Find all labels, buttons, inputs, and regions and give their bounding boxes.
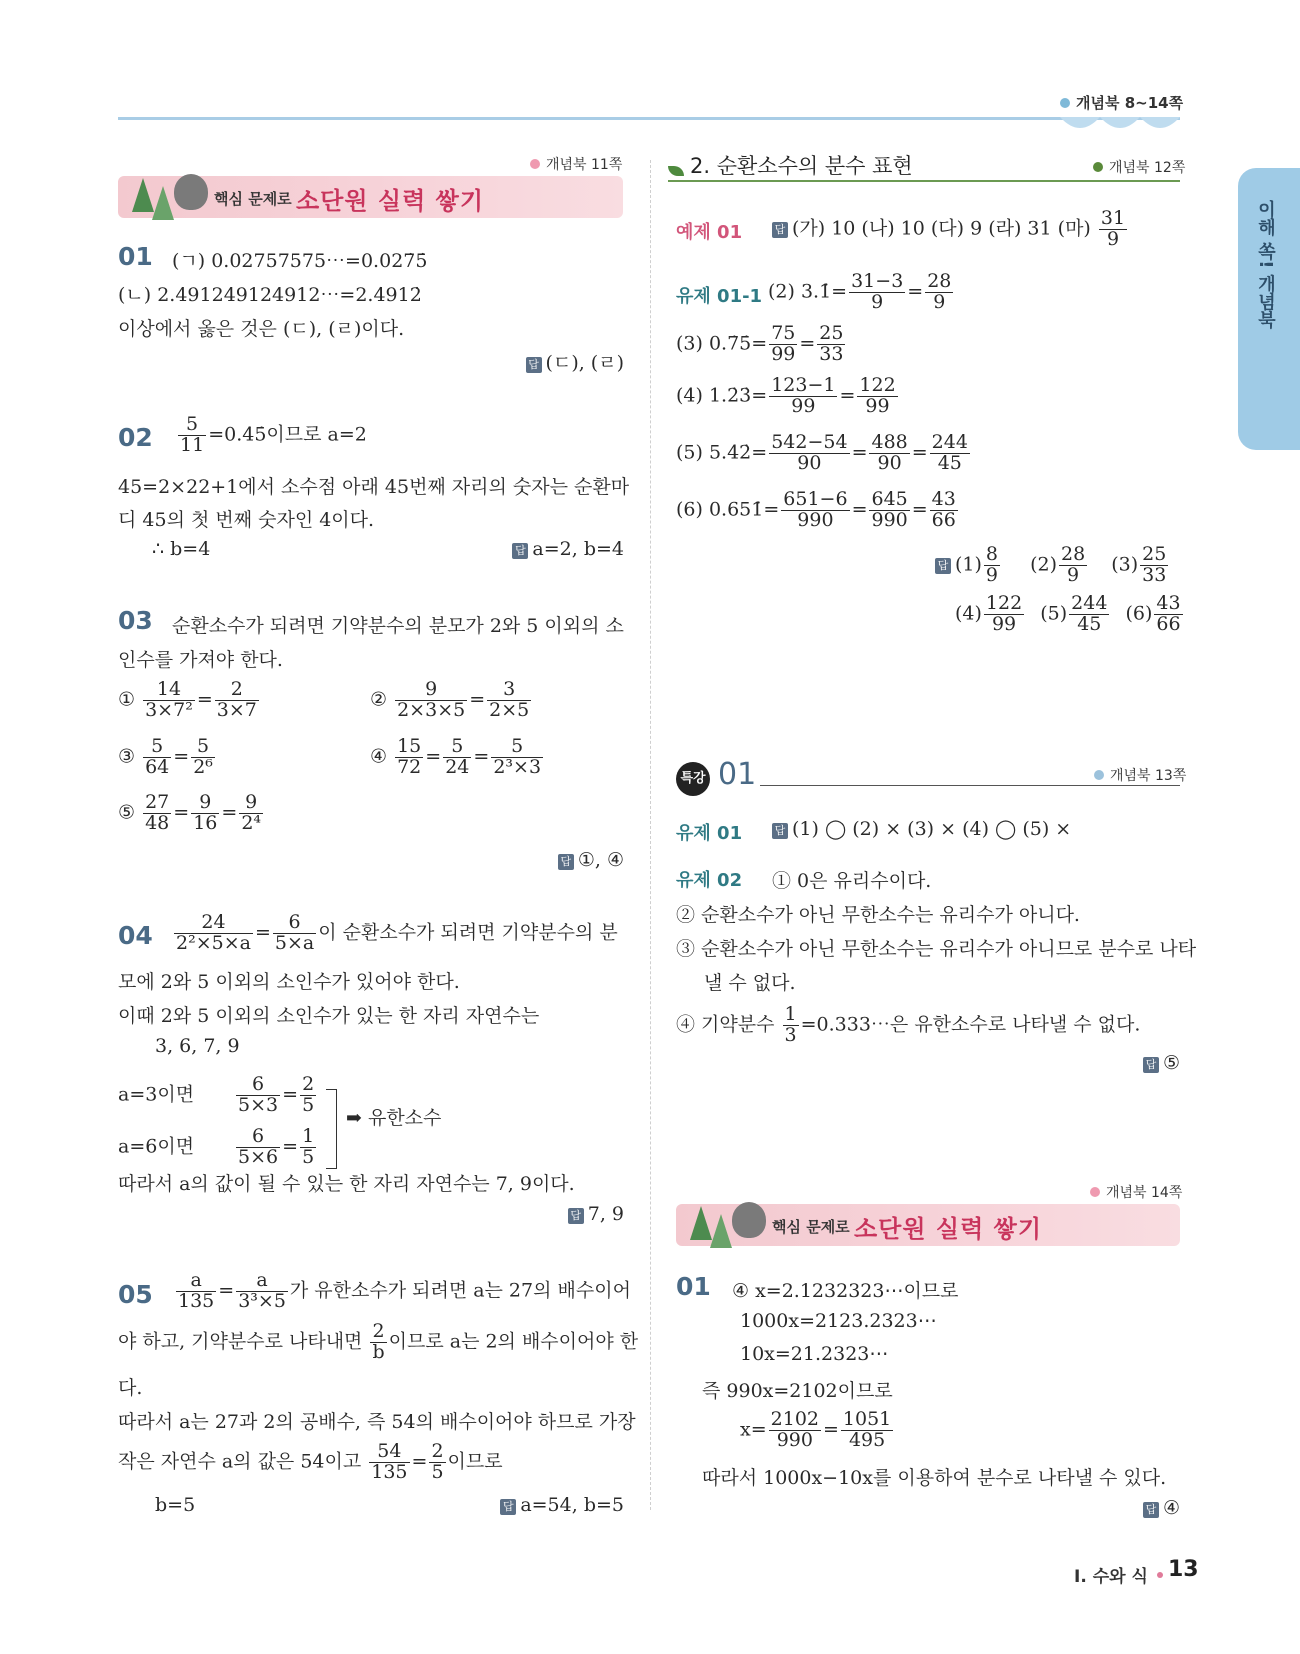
p04-line4: 3, 6, 7, 9 [155,1035,240,1057]
p04-answer: 답 7, 9 [568,1203,624,1225]
p04-bracket [326,1089,337,1169]
special-badge: 특강 [676,762,710,796]
p04-line2: 모에 2와 5 이외의 소인수가 있어야 한다. [118,971,460,993]
header-rule [118,117,1180,120]
p01-line2: (ㄴ) 2.491249124912⋯=2.4̇912̇ [118,284,422,306]
p04-arrow-result: ➡ 유한소수 [346,1107,442,1129]
p03-choice-5: ⑤ $\frac{27}{48}$ = $\frac{9}{16}$ = $\frac{9}{\text{2⁴}}$ [118,791,262,834]
p05-line1: $\frac{a}{135}$ = $\frac{a}{\text{3³×5}}$ 가 유한소수가 되려면 a는 27의 배수이어 [178,1269,631,1312]
special-exercise-02-label: 유제 02 [676,870,743,891]
p03-choice-2: ② $\frac{9}{2\times 3\times 5}$ = $\frac{3}{2\times 5}$ [370,678,530,721]
right-banner: 핵심 문제로 소단원 실력 쌓기 [676,1204,1180,1246]
footer-chapter: Ⅰ. 수와 식 [1074,1567,1148,1587]
left-banner: 핵심 문제로 소단원 실력 쌓기 [118,176,623,218]
p05-line4: 따라서 a는 27과 2의 공배수, 즉 54의 배수이어야 하므로 가장 [118,1411,636,1433]
p03-choice-1: ① $\frac{14}{\text{3×7²}}$ = $\frac{2}{3\times 7}$ [118,678,257,721]
answer-icon: 답 [772,222,788,238]
q01-line6: 따라서 1000x−10x를 이용하여 분수로 나타낼 수 있다. [702,1467,1167,1489]
p05-line2: 야 하고, 기약분수로 나타내면 $\frac{2}{b}$ 이므로 a는 2의 배수이어야 한 [118,1320,639,1363]
su02-line3: ③ 순환소수가 아닌 무한소수는 유리수가 아니므로 분수로 나타 [676,938,1197,960]
side-tab-label: 이해 쏙! 개념북 [1255,200,1276,329]
answer-icon: 답 [772,823,788,839]
section-title: 2. 순환소수의 분수 표현 [690,154,913,178]
p04-line3: 이때 2와 5 이외의 소인수가 있는 한 자리 자연수는 [118,1005,540,1027]
section-ref: 개념북 12쪽 [1093,157,1185,177]
p04-case-a6: a=6이면 $\frac{6}{5\times 6}$ = $\frac{1}{5}$ [118,1125,315,1168]
p01-line1: (ㄱ) 0.02757575⋯=0.027̇5̇ [172,250,428,272]
problem-02-number: 02 [118,423,153,452]
u011-row5: (5) 5.42̇= $\frac{542-54}{90}$ = $\frac{488}{90}$ = $\frac{244}{45}$ [676,431,968,474]
answer-icon: 답 [526,357,542,373]
su02-line2: ② 순환소수가 아닌 무한소수는 유리수가 아니다. [676,904,1080,926]
right-ref-14: 개념북 14쪽 [1090,1182,1182,1202]
example-01-answer: 답 (가) 10 (나) 10 (다) 9 (라) 31 (마) $\frac{31}{9}$ [772,209,1129,250]
header-scallop [1060,117,1180,135]
special-ref: 개념북 13쪽 [1088,765,1186,785]
u011-answers-b: (4) $\frac{122}{99}$ (5) $\frac{244}{45}$ (6) $\frac{43}{66}$ [955,592,1181,635]
p05-line3: 다. [118,1377,143,1399]
header-ref-range: 개념북 8~14쪽 [1060,92,1183,113]
q01-answer: 답 ④ [1143,1497,1180,1519]
q01-line3: 10x=21.2323⋯ [740,1343,889,1365]
q01-line5: x= $\frac{2102}{990}$ = $\frac{1051}{495}$ [740,1408,892,1451]
footer-page-number: 13 [1168,1557,1199,1582]
answer-icon: 답 [512,543,528,559]
p03-answer: 답 ①, ④ [558,849,624,871]
answer-icon: 답 [558,854,574,870]
answer-icon: 답 [568,1208,584,1224]
problem-01-number: 01 [118,242,153,271]
su02-line4: 낼 수 없다. [704,972,796,994]
special-rule [760,785,1180,786]
bird-icon [174,174,208,210]
p03-choice-4: ④ $\frac{15}{72}$ = $\frac{5}{24}$ = $\frac{5}{\text{2³×3}}$ [370,735,542,778]
column-divider [650,160,651,1510]
exercise-01-1-label: 유제 01-1 [676,286,763,307]
p02-line1: $\frac{5}{11}$ =0.4̇5̇이므로 a=2 [180,413,367,456]
answer-icon: 답 [1143,1057,1159,1073]
su02-answer: 답 ⑤ [1143,1052,1180,1074]
u011-row4: (4) 1.2̇3̇= $\frac{123-1}{99}$ = $\frac{122}{99}$ [676,374,896,417]
p03-line2: 인수를 가져야 한다. [118,649,283,671]
u011-answers-a: 답 (1) $\frac{8}{9}$ (2) $\frac{28}{9}$ (3) $\frac{25}{33}$ [935,545,1170,586]
u011-row3: (3) 0.7̇5̇= $\frac{75}{99}$ = $\frac{25}{33}$ [676,322,844,365]
p04-line5: 따라서 a의 값이 될 수 있는 한 자리 자연수는 7, 9이다. [118,1173,575,1195]
p01-answer: 답 (ㄷ), (ㄹ) [526,348,624,375]
right-problem-01-number: 01 [676,1272,711,1301]
special-exercise-01-answer: 답 (1) ◯ (2) × (3) × (4) ◯ (5) × [772,818,1071,840]
example-01-label: 예제 01 [676,222,743,243]
p05-line5: 작은 자연수 a의 값은 54이고 $\frac{54}{135}$ = $\frac{2}{5}$ 이므로 [118,1440,503,1483]
p02-answer: 답 a=2, b=4 [512,538,624,560]
p03-line1: 순환소수가 되려면 기약분수의 분모가 2와 5 이외의 소 [172,615,624,637]
q01-line2: 1000x=2123.2323⋯ [740,1310,937,1332]
section-rule [668,180,1180,182]
p04-case-a3: a=3이면 $\frac{6}{5\times 3}$ = $\frac{2}{5}$ [118,1073,315,1116]
u011-row6: (6) 0.651̇= $\frac{651-6}{990}$ = $\frac{645}{990}$ = $\frac{43}{66}$ [676,488,956,531]
p01-line3: 이상에서 옳은 것은 (ㄷ), (ㄹ)이다. [118,318,405,340]
problem-03-number: 03 [118,606,153,635]
p05-answer: 답 a=54, b=5 [500,1494,624,1516]
leaf-icon [668,166,684,176]
p02-line3: 디 45의 첫 번째 숫자인 4이다. [118,509,375,531]
problem-05-number: 05 [118,1280,153,1309]
u011-row2: (2) 3.1̇= $\frac{31-3}{9}$ = $\frac{28}{9}$ [768,270,952,313]
footer-dot [1157,1572,1163,1578]
p02-line4: ∴ b=4 [152,538,211,560]
q01-line1: ④ x=2.1232323⋯이므로 [732,1280,959,1302]
special-exercise-01-label: 유제 01 [676,823,743,844]
p04-line1: $\frac{24}{\text{2²×5×a}}$ = $\frac{6}{5\times a}$ 이 순환소수가 되려면 기약분수의 분 [176,911,618,954]
problem-04-number: 04 [118,921,153,950]
answer-icon: 답 [935,558,951,574]
answer-icon: 답 [1143,1502,1159,1518]
q01-line4: 즉 990x=2102이므로 [702,1380,893,1402]
left-ref: 개념북 11쪽 [530,154,622,174]
p03-choice-3: ③ $\frac{5}{64}$ = $\frac{5}{\text{2⁶}}$ [118,735,213,778]
bird-icon [732,1202,766,1238]
special-number: 01 [718,757,757,792]
answer-icon: 답 [500,1499,516,1515]
su02-line1: ① 0은 유리수이다. [772,870,932,892]
p02-line2: 45=2×22+1에서 소수점 아래 45번째 자리의 숫자는 순환마 [118,476,630,498]
su02-line5: ④ 기약분수 $\frac{1}{3}$ =0.333⋯은 유한소수로 나타낼 수 없다. [676,1003,1141,1046]
p05-line6: b=5 [155,1494,196,1516]
